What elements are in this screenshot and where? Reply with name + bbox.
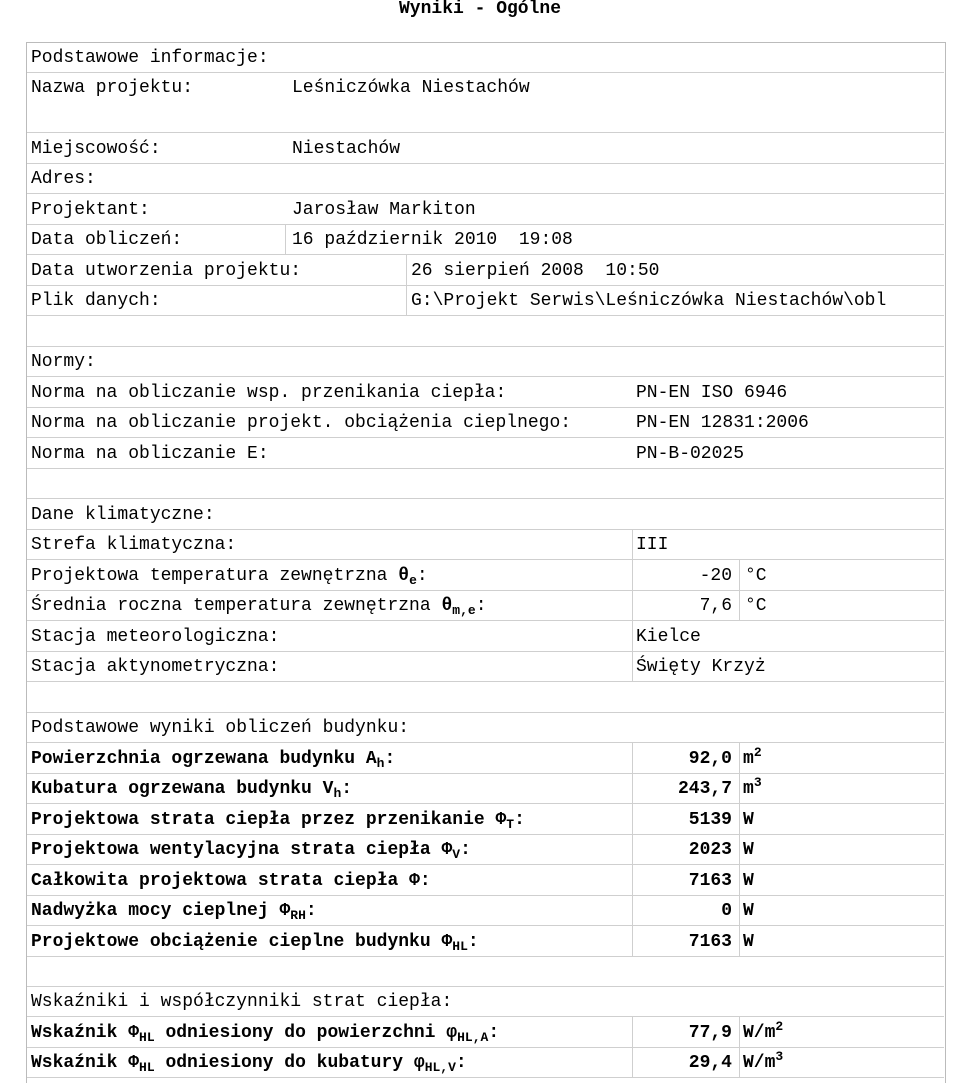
i2-row [27, 1047, 944, 1078]
tme-unit: °C [745, 596, 767, 616]
phl-row [27, 926, 944, 957]
designer-row [27, 194, 944, 225]
norm-2-row [27, 407, 944, 438]
created-label: Data utworzenia projektu: [31, 261, 302, 281]
te-unit: °C [745, 566, 767, 586]
locality-value: Niestachów [292, 139, 401, 159]
zone-value: III [636, 535, 669, 555]
page-title: Wyniki - Ogólne [398, 0, 562, 19]
project-name-row [27, 72, 944, 133]
tme-value: 7,6 [699, 596, 732, 616]
spacer-row [27, 682, 944, 713]
designer-value: Jarosław Markiton [292, 200, 476, 220]
p-unit: W [743, 871, 754, 891]
results-heading: Podstawowe wyniki obliczeń budynku: [31, 718, 410, 738]
address-label: Adres: [31, 169, 96, 189]
spacer-row [27, 316, 944, 347]
norm-3-row [27, 438, 944, 469]
pt-row [27, 804, 944, 835]
ah-value: 92,0 [688, 749, 732, 769]
norm-3-label: Norma na obliczanie E: [31, 444, 269, 464]
vh-unit: $m^3$ [743, 775, 762, 799]
indicators-heading: Wskaźniki i współczynniki strat ciepła: [31, 992, 453, 1012]
met-value: Kielce [636, 627, 701, 647]
te-value: -20 [699, 566, 732, 586]
climate-heading-row [27, 499, 944, 530]
basic-heading: Podstawowe informacje: [31, 48, 269, 68]
tme-row [27, 590, 944, 621]
vh-value: 243,7 [677, 779, 732, 799]
p-value: 7163 [688, 871, 732, 891]
met-row [27, 621, 944, 652]
designer-label: Projektant: [31, 200, 150, 220]
i1-unit: $W/m^2$ [743, 1019, 784, 1043]
calc-date-label: Data obliczeń: [31, 230, 183, 250]
calc-date-value: 16 październik 2010 19:08 [292, 230, 573, 250]
prh-row [27, 895, 944, 926]
pv-label: Projektowa wentylacyjna strata ciepła $\Phi_V$: [31, 840, 471, 862]
norm-1-value: PN-EN ISO 6946 [636, 383, 788, 403]
phl-unit: W [743, 932, 754, 952]
project-name-value: Leśniczówka Niestachów [292, 78, 530, 98]
pt-unit: W [743, 810, 754, 830]
basic-heading-row [27, 42, 944, 73]
te-label: Projektowa temperatura zewnętrzna $\theta_e$: [31, 566, 428, 588]
vh-row [27, 773, 944, 804]
phl-value: 7163 [688, 932, 732, 952]
met-label: Stacja meteorologiczna: [31, 627, 280, 647]
norms-heading: Normy: [31, 352, 96, 372]
norm-1-row [27, 377, 944, 408]
ah-label: Powierzchnia ogrzewana budynku $A_h$: [31, 749, 396, 771]
locality-row [27, 133, 944, 164]
climate-heading: Dane klimatyczne: [31, 505, 215, 525]
pv-row [27, 834, 944, 865]
pt-label: Projektowa strata ciepła przez przenikanie $\Phi_T$: [31, 810, 525, 832]
results-heading-row [27, 712, 944, 743]
p-label: Całkowita projektowa strata ciepła Φ: [31, 871, 431, 891]
file-value: G:\Projekt Serwis\Leśniczówka Niestachów\obl [411, 291, 887, 311]
pt-value: 5139 [688, 810, 732, 830]
pv-unit: W [743, 840, 754, 860]
i1-value: 77,9 [688, 1023, 732, 1043]
ah-row [27, 743, 944, 774]
ah-unit: $m^2$ [743, 745, 762, 769]
prh-value: 0 [721, 901, 732, 921]
norm-2-value: PN-EN 12831:2006 [636, 413, 809, 433]
locality-label: Miejscowość: [31, 139, 161, 159]
phl-label: Projektowe obciążenie cieplne budynku $\Phi_{HL}$: [31, 932, 479, 954]
tme-label: Średnia roczna temperatura zewnętrzna $\theta_{m,e}$: [31, 596, 487, 618]
act-label: Stacja aktynometryczna: [31, 657, 280, 677]
act-row [27, 651, 944, 682]
norm-1-label: Norma na obliczanie wsp. przenikania ciepła: [31, 383, 507, 403]
zone-row [27, 529, 944, 560]
project-name-label: Nazwa projektu: [31, 78, 194, 98]
norm-3-value: PN-B-02025 [636, 444, 745, 464]
p-row [27, 865, 944, 896]
created-value: 26 sierpień 2008 10:50 [411, 261, 660, 281]
calc-date-row [27, 224, 944, 255]
spacer-row [27, 468, 944, 499]
prh-unit: W [743, 901, 754, 921]
te-row [27, 560, 944, 591]
norms-heading-row [27, 346, 944, 377]
i2-value: 29,4 [688, 1053, 732, 1073]
address-row [27, 163, 944, 194]
i1-label: Wskaźnik $\Phi_{HL}$ odniesiony do powierzchni $\varphi_{HL,A}$: [31, 1023, 500, 1045]
i2-unit: $W/m^3$ [743, 1049, 784, 1073]
pv-value: 2023 [688, 840, 732, 860]
file-row [27, 285, 944, 316]
prh-label: Nadwyżka mocy cieplnej $\Phi_{RH}$: [31, 901, 317, 923]
spacer-row [27, 956, 944, 987]
act-value: Święty Krzyż [636, 657, 766, 677]
vh-label: Kubatura ogrzewana budynku $V_h$: [31, 779, 353, 801]
created-row [27, 255, 944, 286]
i1-row [27, 1017, 944, 1048]
norm-2-label: Norma na obliczanie projekt. obciążenia cieplnego: [31, 413, 572, 433]
indicators-heading-row [27, 986, 944, 1017]
i2-label: Wskaźnik $\Phi_{HL}$ odniesiony do kubatury $\varphi_{HL,V}$: [31, 1053, 467, 1075]
file-label: Plik danych: [31, 291, 161, 311]
zone-label: Strefa klimatyczna: [31, 535, 237, 555]
